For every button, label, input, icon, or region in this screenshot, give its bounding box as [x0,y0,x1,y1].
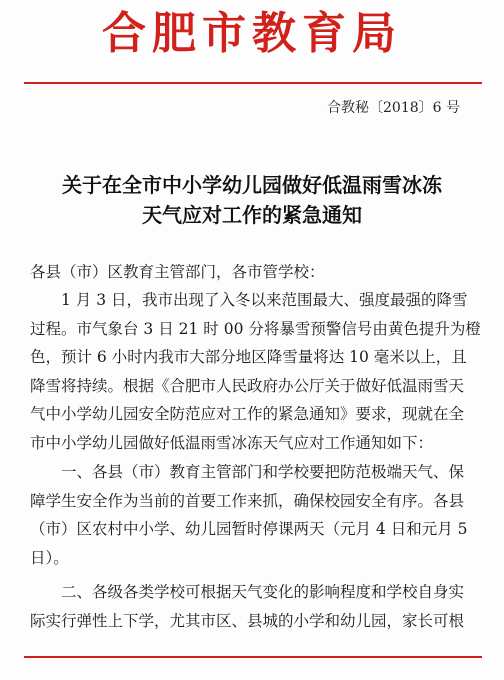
paragraph-line: 气中小学幼儿园安全防范应对工作的紧急通知》要求，现就在全 [30,405,465,424]
paragraph-1 [30,286,480,458]
salutation [30,258,480,287]
paragraph-line: 际实行弹性上下学，尤其市区、县城的小学和幼儿园，家长可根 [30,611,465,630]
document-title-line-1: 关于在全市中小学幼儿园做好低温雨雪冰冻 [62,173,442,197]
salutation-text: 各县（市）区教育主管部门，各市管学校： [30,263,325,281]
paragraph-line: 市中小学幼儿园做好低温雨雪冰冻天气应对工作通知如下： [30,433,434,452]
letterhead-red-rule [24,82,482,84]
paragraph-line: 降雪将持续。根据《合肥市人民政府办公厅关于做好低温雨雪天 [30,376,465,395]
document-number: 合教秘〔2018〕6 号 [327,100,460,116]
paragraph-3 [30,578,480,635]
paragraph-line: 过程。市气象台 3 日 21 时 00 分将暴雪预警信号由黄色提升为橙 [30,319,481,338]
paragraph-line: （市）区农村中小学、幼儿园暂时停课两天（元月 4 日和元月 5 [30,520,468,539]
paragraph-line: 1 月 3 日，我市出现了入冬以来范围最大、强度最强的降雪 [61,291,468,309]
document-title-line-2: 天气应对工作的紧急通知 [142,203,362,227]
paragraph-line: 障学生安全作为当前的首要工作来抓，确保校园安全有序。各县 [30,491,465,510]
footer-red-rule [24,656,482,658]
paragraph-line: 一、各县（市）教育主管部门和学校要把防范极端天气、保 [61,463,465,481]
paragraph-line: 日）。 [30,548,69,567]
paragraph-line: 二、各级各类学校可根据天气变化的影响程度和学校自身实 [61,583,465,601]
agency-letterhead: 合肥市教育局 [102,8,402,59]
paragraph-2 [30,458,480,572]
paragraph-line: 色，预计 6 小时内我市大部分地区降雪量将达 10 毫米以上，且 [30,348,467,367]
